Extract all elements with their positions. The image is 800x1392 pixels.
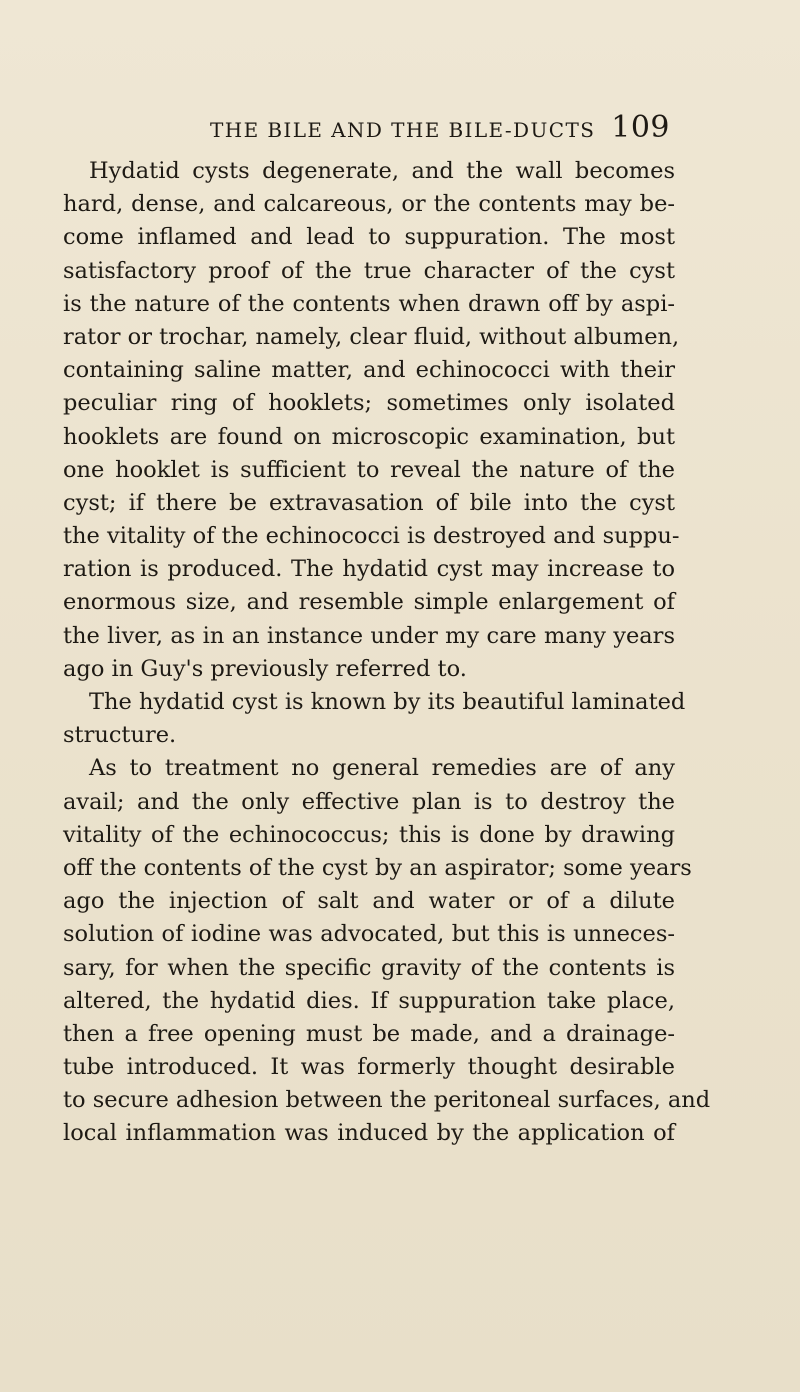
text-line: Hydatid cysts degenerate, and the wall becomes xyxy=(89,158,675,184)
text-line: structure. xyxy=(63,722,177,749)
text-line: solution of iodine was advocated, but this is unneces- xyxy=(63,921,675,948)
running-head xyxy=(210,110,670,150)
text-line: sary, for when the specific gravity of the contents is xyxy=(63,954,675,981)
body-text xyxy=(63,155,711,1151)
text-line: one hooklet is sufficient to reveal the nature of the xyxy=(63,456,675,483)
text-line: then a free opening must be made, and a drainage- xyxy=(63,1020,675,1047)
text-line: ago the injection of salt and water or of a dilute xyxy=(63,888,675,915)
text-line: ago in Guy's previously referred to. xyxy=(63,655,467,682)
text-line: local inflammation was induced by the application of xyxy=(63,1120,675,1147)
text-line: containing saline matter, and echinococci with their xyxy=(63,357,675,384)
text-line: hard, dense, and calcareous, or the contents may be- xyxy=(63,191,675,218)
text-line: The hydatid cyst is known by its beautiful laminated xyxy=(89,689,686,715)
text-line: satisfactory proof of the true character of the cyst xyxy=(63,257,675,284)
text-line: to secure adhesion between the peritoneal surfaces, and xyxy=(63,1087,711,1114)
text-line: vitality of the echinococcus; this is done by drawing xyxy=(63,821,675,848)
text-line: the vitality of the echinococci is destroyed and suppu- xyxy=(63,523,680,550)
text-line: cyst; if there be extravasation of bile into the cyst xyxy=(63,489,675,516)
text-line: peculiar ring of hooklets; sometimes only isolated xyxy=(63,390,675,417)
text-line: enormous size, and resemble simple enlargement of xyxy=(63,589,675,616)
text-line: the liver, as in an instance under my care many years xyxy=(63,622,675,649)
text-line: off the contents of the cyst by an aspirator; some years xyxy=(63,854,692,881)
text-line: As to treatment no general remedies are of any xyxy=(89,755,675,782)
text-line: is the nature of the contents when drawn off by aspi- xyxy=(63,290,675,317)
text-line: come inflamed and lead to suppuration. The most xyxy=(63,224,675,251)
text-line: ration is produced. The hydatid cyst may increase to xyxy=(63,556,675,583)
text-line: hooklets are found on microscopic examination, but xyxy=(63,423,675,450)
text-line: rator or trochar, namely, clear fluid, without albumen, xyxy=(63,323,680,350)
text-line: avail; and the only effective plan is to destroy the xyxy=(63,788,675,815)
text-line: altered, the hydatid dies. If suppuration take place, xyxy=(63,987,675,1014)
text-line: tube introduced. It was formerly thought desirable xyxy=(63,1054,675,1081)
page-number: 109 xyxy=(611,110,670,145)
running-title: THE BILE AND THE BILE-DUCTS xyxy=(210,118,596,142)
